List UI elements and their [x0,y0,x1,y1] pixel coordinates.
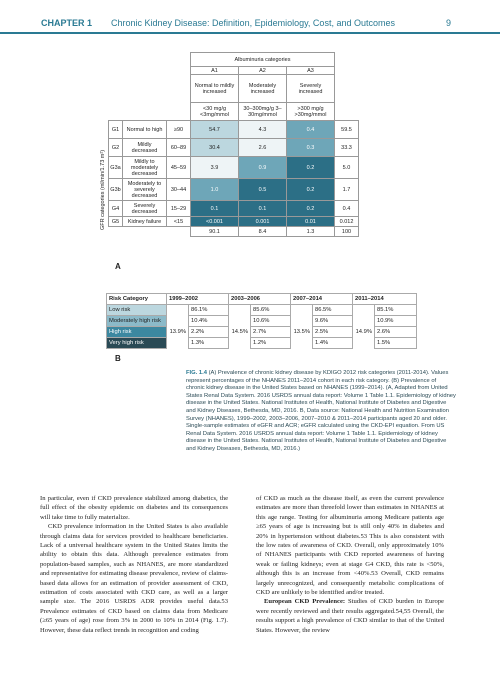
cell: <0.001 [191,217,239,227]
cell: 0.2 [287,157,335,179]
col-a3: A3 [287,67,335,75]
value: 2.5% [313,327,353,338]
header-period: 2011–2014 [353,294,417,305]
value: 2.7% [251,327,291,338]
row-total: 1.7 [335,179,359,201]
risk-label: Very high risk [107,338,167,349]
value: 10.4% [189,316,229,327]
page-number: 9 [446,18,452,28]
value: 86.1% [189,305,229,316]
risk-label: Low risk [107,305,167,316]
col-a1-desc: Normal to mildly increased [191,75,239,103]
col-a3-desc: Severely increased [287,75,335,103]
value: 10.9% [375,316,417,327]
header-period: 1999–2002 [167,294,229,305]
row-code: G5 [109,217,123,227]
cell: 4.3 [239,121,287,139]
cell: 54.7 [191,121,239,139]
paragraph: of CKD as much as the disease itself, as even the current prevalence estimates are more than threefold lower than estimates in NHANES at this age range. Testing for albuminuria among Medicare patients age ≥65 years of age is increasing but is still only 40% in diabetes and 20% in hypertension without diabetes.53 This is also consistent with the low rates of awareness of CKD. Overall, only approximately 10% of NHANES participants with CKD reported awareness of having weak or failing kidneys; even at stage G4 CKD, this rate is <50%, although this is an increase from <40%.53 Overall, CKD remains largely unrecognized, and consequently metabolic complications of CKD are unlikely to be identified and/or treated. [256,495,444,597]
body-right-column [256,494,444,635]
cell: 0.3 [287,139,335,157]
row-code: G4 [109,201,123,217]
cell: 0.1 [239,201,287,217]
header-risk: Risk Category [107,294,167,305]
row-range: 45–59 [167,157,191,179]
cell: 0.2 [287,179,335,201]
cell: 30.4 [191,139,239,157]
row-total: 59.5 [335,121,359,139]
cell: 3.9 [191,157,239,179]
cell: 2.6 [239,139,287,157]
row-total: 0.012 [335,217,359,227]
row-range: <15 [167,217,191,227]
row-total: 33.3 [335,139,359,157]
row-range: ≥90 [167,121,191,139]
risk-label: Moderately high risk [107,316,167,327]
paragraph: Studies of CKD burden in Europe were recently reviewed and their results aggregated.54,55 Overall, the results support a high prevalence of CKD similar to that of the United States. However, the review [256,598,444,634]
y-axis-label: GFR categories (ml/min/1.73 m²) [100,149,106,231]
caption-text: (A) Prevalence of chronic kidney disease by KDIGO 2012 risk categories (2011-2014). Values represent percentages of the NHANES 2011–2014 cohort in each risk category. (B) Prevalence of chronic kidney disease in the United States based on NHANES (1999–2014). (A, Adapted from United States Renal Data System. 2016 USRDS annual data report: Volume 1 Table 1.1. Epidemiology of kidney disease in the United States. National Institutes of Health, National Institute of Diabetes and Digestive and Kidney Diseases, Bethesda, MD, 2016. B, Data source: National Health and Nutrition Examination Survey (NHANES), 1999–2002, 2003–2006, 2007–2010 & 2011–2014 participants aged 20 and older. Single-sample estimates of eGFR and ACR; eGFR calculated using the CKD-EPI equation. From US Renal Data System. 2016 USRDS annual data report: Volume 1 Table 1.1. Epidemiology of kidney disease in the United States. National Institutes of Health, National Institute of Diabetes and Digestive and Kidney Diseases, Bethesda, MD, 2016.) [186,370,456,452]
row-code: G2 [109,139,123,157]
value: 1.5% [375,338,417,349]
col-total: 8.4 [239,227,287,237]
col-a2-desc: Moderately increased [239,75,287,103]
row-code: G3b [109,179,123,201]
row-code: G1 [109,121,123,139]
kdigo-risk-table [108,52,359,237]
col-a3-range: >300 mg/g >30mg/mmol [287,103,335,121]
cell: 0.5 [239,179,287,201]
value: 85.1% [375,305,417,316]
row-desc: Severely decreased [123,201,167,217]
group-total: 14.9% [355,329,372,335]
group-total: 14.5% [231,329,248,335]
value: 86.5% [313,305,353,316]
paragraph: In particular, even if CKD prevalence stabilized among diabetics, the full effect of the obesity epidemic on diabetes and its consequences will take time to fully materialize. [40,495,228,521]
row-desc: Moderately to severely decreased [123,179,167,201]
col-a1: A1 [191,67,239,75]
value: 85.6% [251,305,291,316]
panel-label-b: B [115,354,121,363]
cell: 0.2 [287,201,335,217]
subheading: European CKD Prevalence: [264,598,346,606]
chapter-title: Chronic Kidney Disease: Definition, Epidemiology, Cost, and Outcomes [111,18,395,28]
panel-label-a: A [115,262,121,271]
row-code: G3a [109,157,123,179]
row-desc: Kidney failure [123,217,167,227]
group-total: 13.5% [293,329,310,335]
risk-label: High risk [107,327,167,338]
paragraph: CKD prevalence information in the United States is also available through claims data for services provided to healthcare beneficiaries. Lack of a universal healthcare system in the United States limits the ability to obtain this data. Although prevalence estimates from population-based samples, such as NHANES, are more standardized and representative for estimating disease prevalence, review of claims-based data allows for an estimation of provider assessment of CKD, estimation of costs associated with CKD care, as well as a larger sample size. The 2016 USRDS ADR provides useful data.53 Prevalence estimates of CKD based on claims data from Medicare (≥65 years of age) rose from 3% in 2000 to 10% in 2014 (Fig. 1.7). However, these data reflect trends in recognition and coding [40,523,228,634]
cell: 1.0 [191,179,239,201]
caption-fig-label: FIG. 1.4 [186,370,207,376]
albuminuria-header: Albuminuria categories [191,53,335,67]
cell: 0.4 [287,121,335,139]
page-header [0,0,500,34]
chapter-label: CHAPTER 1 [41,18,93,28]
value: 1.2% [251,338,291,349]
value: 1.4% [313,338,353,349]
row-desc: Mildly to moderately decreased [123,157,167,179]
cell: 0.001 [239,217,287,227]
col-a2-range: 30–300mg/g 3–30mg/mmol [239,103,287,121]
grand-total: 100 [335,227,359,237]
row-total: 5.0 [335,157,359,179]
ckd-prevalence-table [106,293,417,349]
cell: 0.9 [239,157,287,179]
group-total: 13.9% [169,329,186,335]
header-period: 2003–2006 [229,294,291,305]
row-desc: Normal to high [123,121,167,139]
row-total: 0.4 [335,201,359,217]
col-a1-range: <30 mg/g <3mg/mmol [191,103,239,121]
row-range: 30–44 [167,179,191,201]
cell: 0.01 [287,217,335,227]
value: 2.6% [375,327,417,338]
row-desc: Mildly decreased [123,139,167,157]
row-range: 60–89 [167,139,191,157]
value: 2.2% [189,327,229,338]
header-period: 2007–2014 [291,294,353,305]
value: 9.6% [313,316,353,327]
col-total: 90.1 [191,227,239,237]
cell: 0.1 [191,201,239,217]
value: 10.6% [251,316,291,327]
value: 1.3% [189,338,229,349]
col-total: 1.3 [287,227,335,237]
col-a2: A2 [239,67,287,75]
figure-caption [186,370,456,454]
body-left-column [40,494,228,635]
row-range: 15–29 [167,201,191,217]
